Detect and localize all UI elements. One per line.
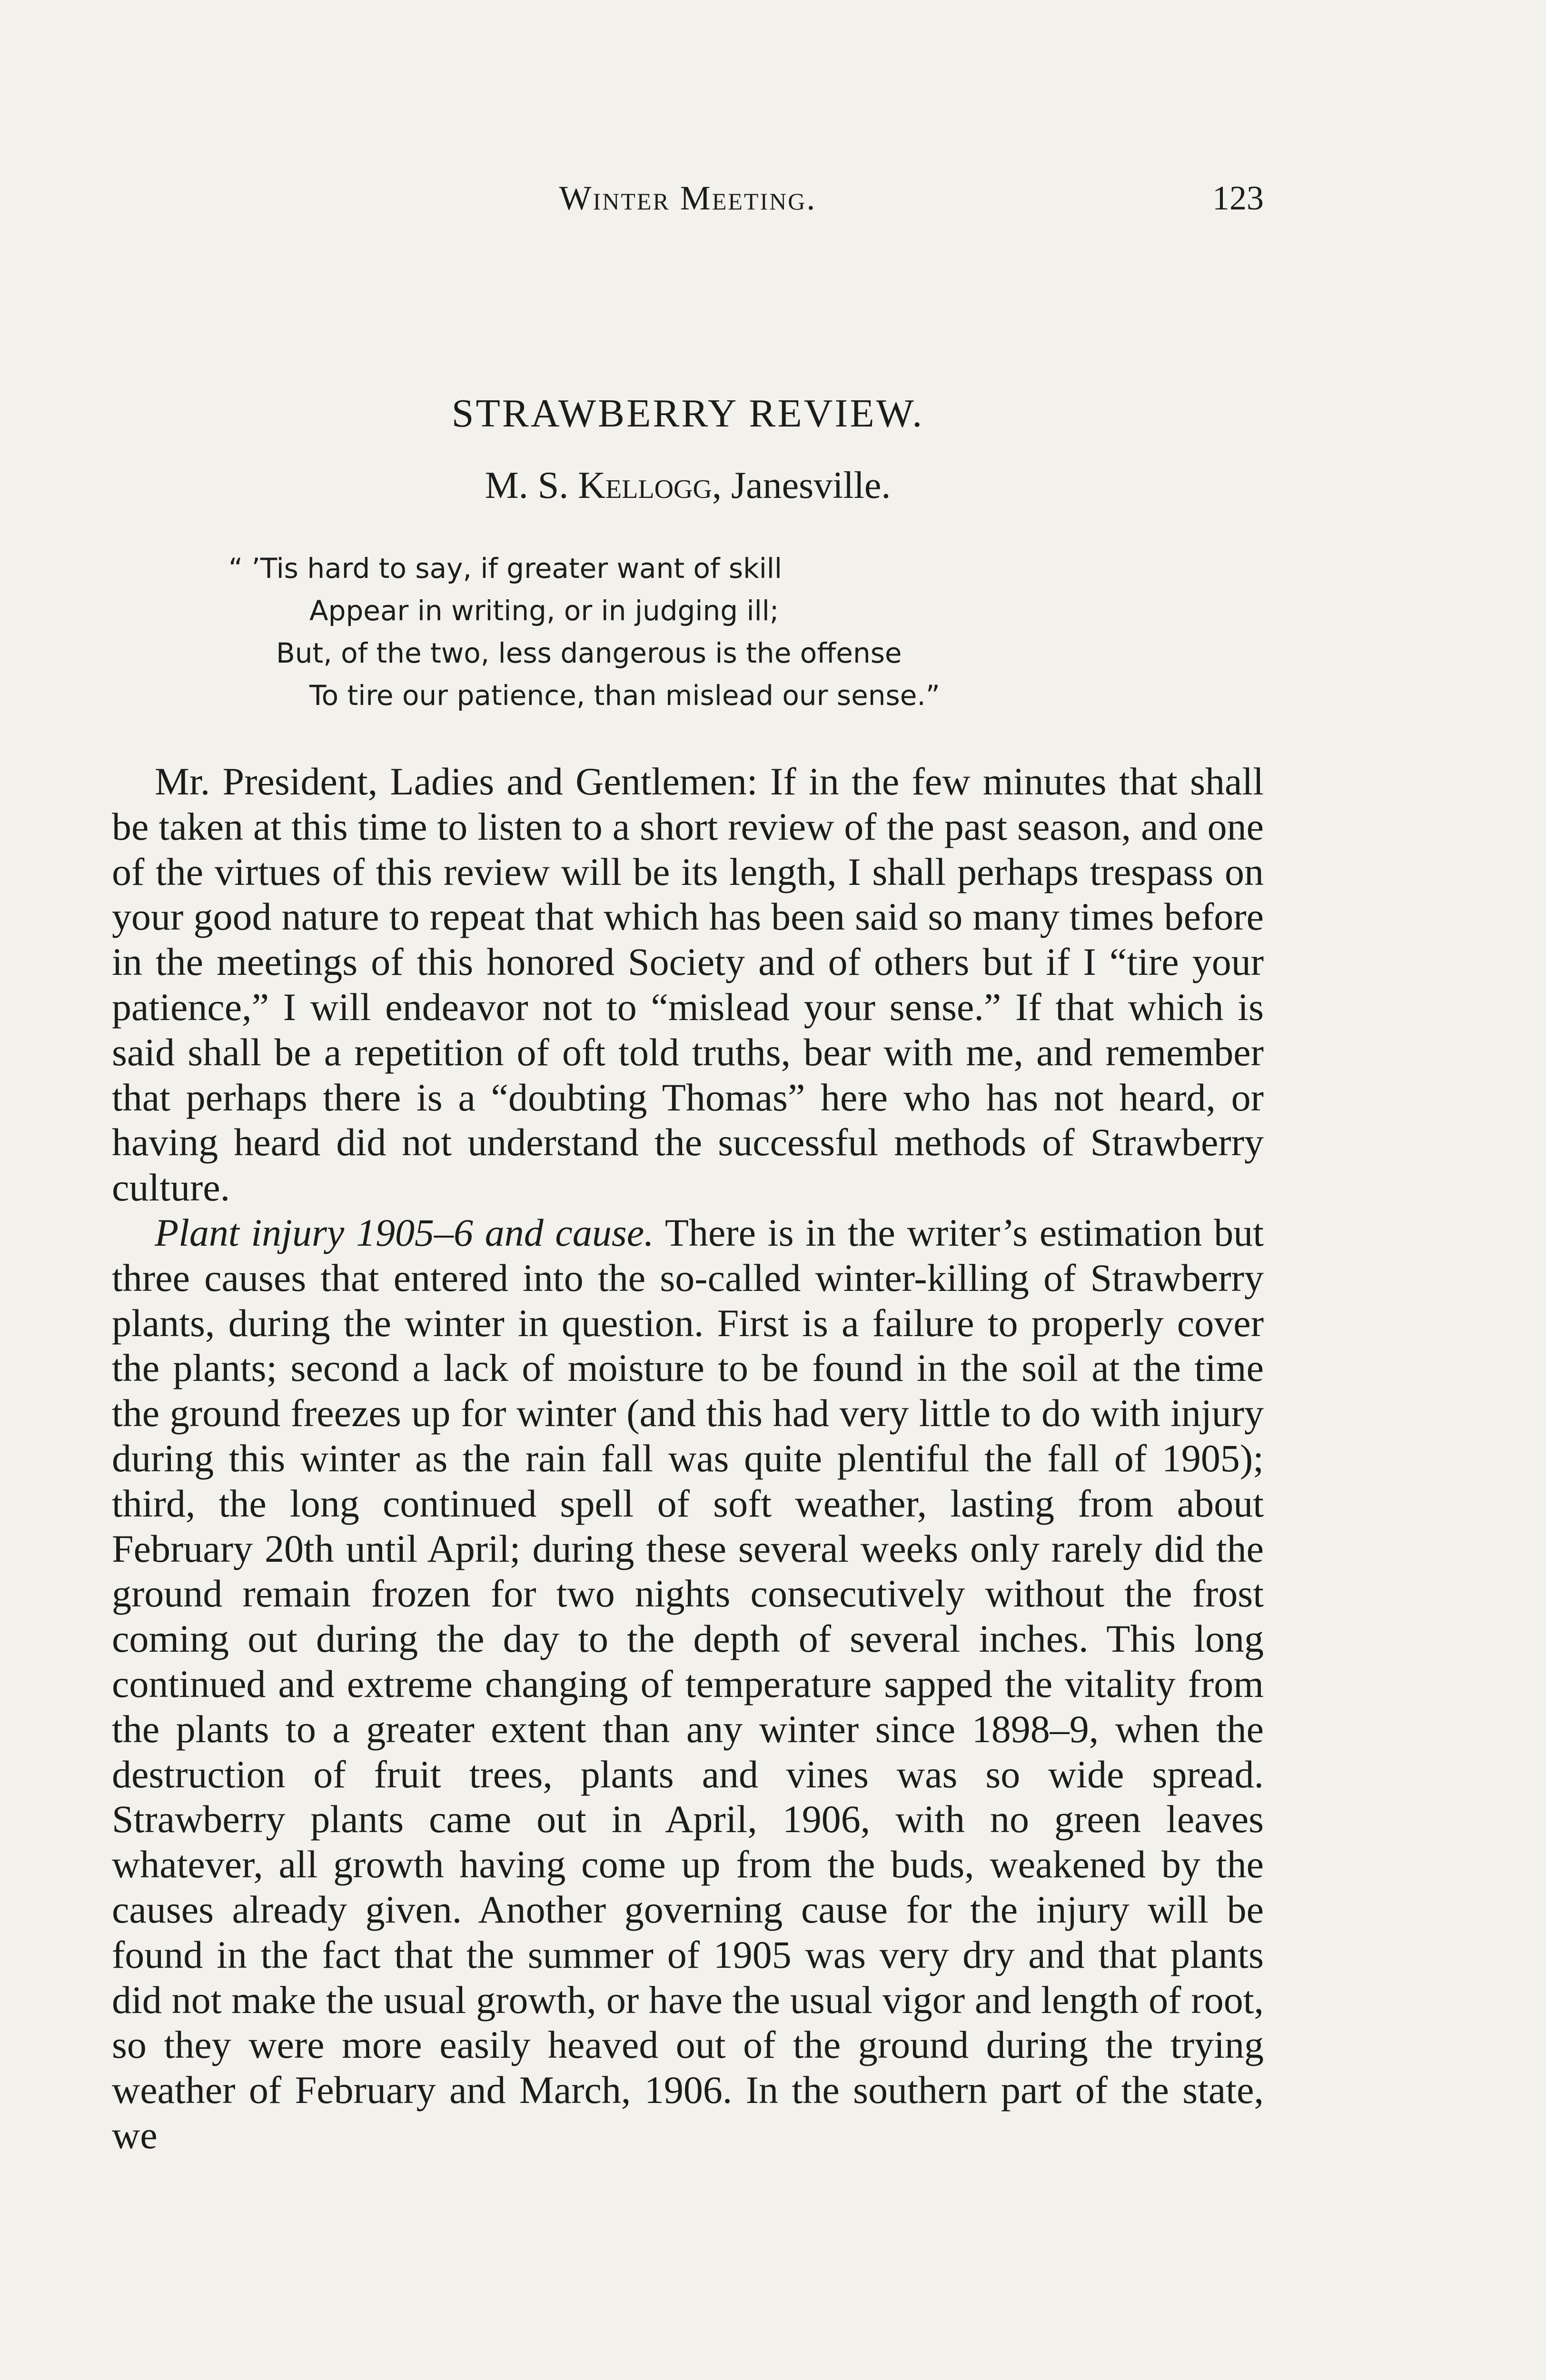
epigraph-line: “ ’Tis hard to say, if greater want of skill [228,552,783,585]
article-body [112,759,1264,2158]
paragraph: Mr. President, Ladies and Gentlemen: If in the few minutes that shall be taken at this time to listen to a short review of the past season, and one of the virtues of this review will be its length, I shall perhaps trespass on your good nature to repeat that which has been said so many times before in the meetings of this honored Society and of others but if I “tire your patience,” I will endeavor not to “mislead your sense.” If that which is said shall be a repetition of oft told truths, bear with me, and remember that perhaps there is a “doubting Thomas” here who has not heard, or having heard did not understand the successful methods of Strawberry culture. [112,760,1264,1210]
paragraph-lead-italic: Plant injury 1905–6 and cause. [155,1210,654,1254]
paragraph [112,1210,1264,2158]
page-header [112,174,1264,231]
byline [112,464,1264,507]
author-name: M. S. Kellogg [485,465,712,506]
epigraph-line: To tire our patience, than mislead our sense.” [309,679,940,712]
epigraph-line: But, of the two, less dangerous is the offense [276,637,902,669]
epigraph-line: Appear in writing, or in judging ill; [309,595,779,627]
author-location: , Janesville. [712,465,891,506]
article-title: STRAWBERRY REVIEW. [451,391,924,436]
epigraph [228,547,1180,717]
running-head: Winter Meeting. [559,179,817,217]
paragraph-text: There is in the writer’s estimation but three causes that entered into the so-called winter-killing of Strawberry plants, during the winter in question. First is a failure to properly cover the plants; second a lack of moisture to be found in the soil at the time the ground freezes up for winter (and this had very little to do with injury during this winter as the rain fall was quite plentiful the fall of 1905); third, the long continued spell of soft weather, lasting from about February 20th until April; during these several weeks only rarely did the ground remain frozen for two nights consecutively without the frost coming out during the day to the depth of several inches. This long continued and extreme changing of temperature sapped the vitality from the plants to a greater extent than any winter since 1898–9, when the destruction of fruit trees, plants and vines was so wide spread. Strawberry plants came out in April, 1906, with no green leaves whatever, all growth having come up from the buds, weakened by the causes already given. Another governing cause for the injury will be found in the fact that the summer of 1905 was very dry and that plants did not make the usual growth, or have the usual vigor and length of root, so they were more easily heaved out of the ground during the trying weather of February and March, 1906. In the southern part of the state, we [112,1210,1264,2157]
page-number: 123 [1212,179,1264,217]
